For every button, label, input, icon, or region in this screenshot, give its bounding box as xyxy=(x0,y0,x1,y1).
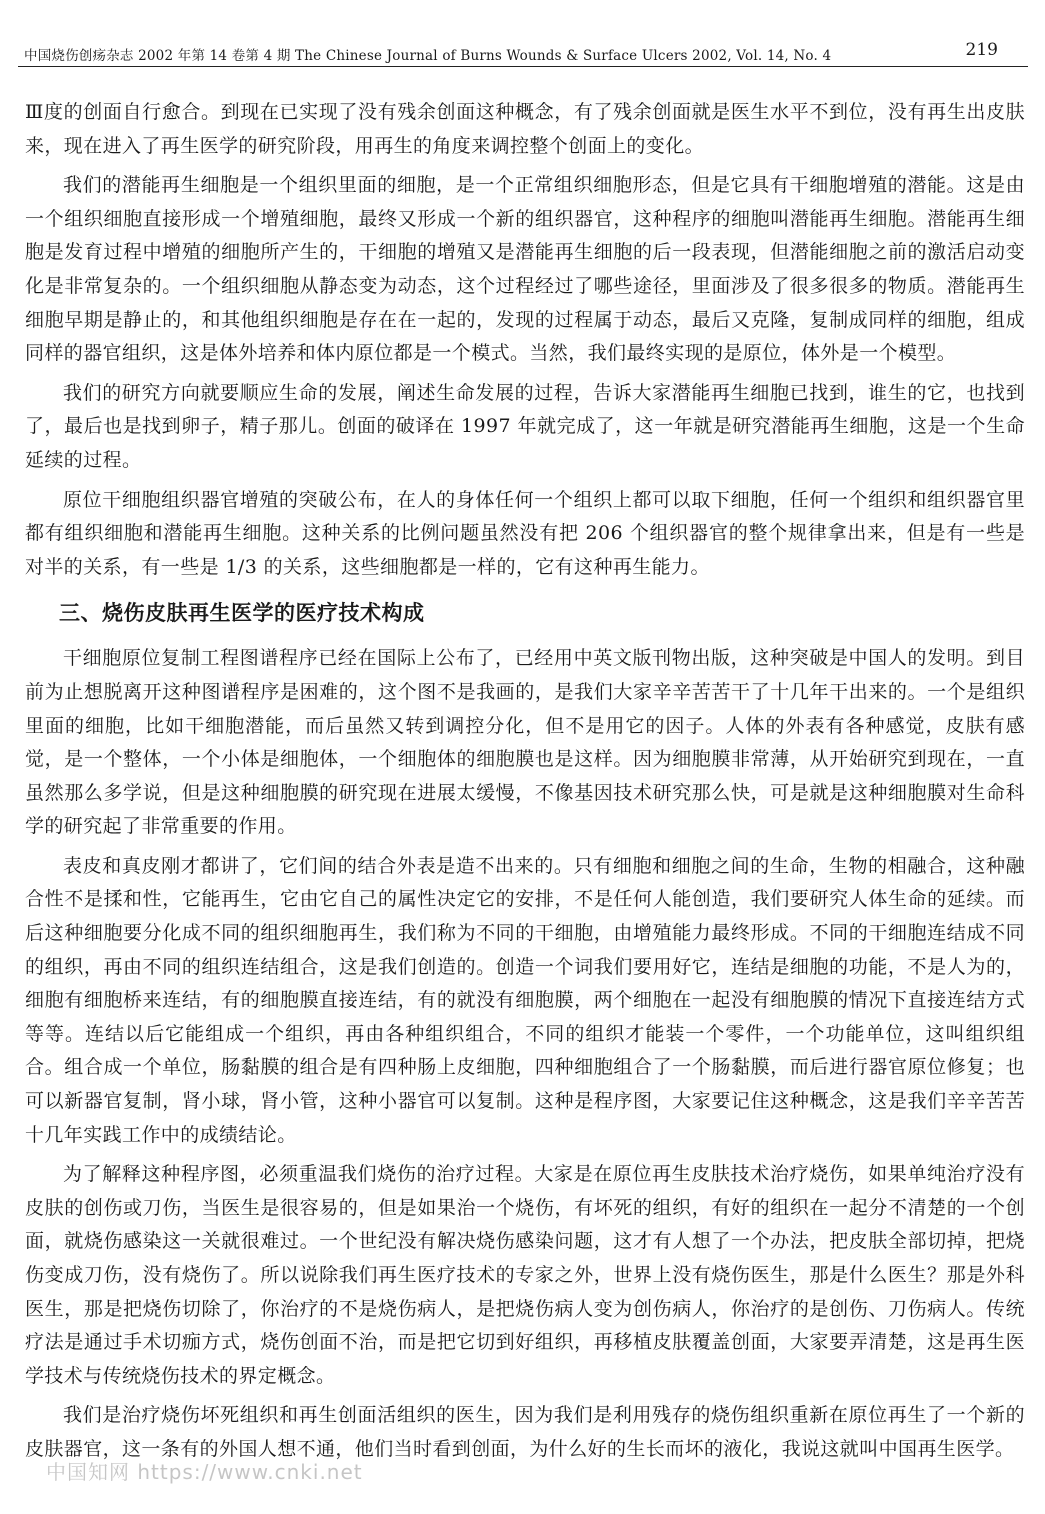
body-paragraph: 表皮和真皮刚才都讲了，它们间的结合外表是造不出来的。只有细胞和细胞之间的生命，生物的相融合，这种融合性不是揉和性，它能再生，它由它自己的属性决定它的安排，不是任何人能创造，我们要研究人体生命的延续。而后这种细胞要分化成不同的组织细胞再生，我们称为不同的干细胞，由增殖能力最终形成。不同的干细胞连结成不同的组织，再由不同的组织连结组合，这是我们创造的。创造一个词我们要用好它，连结是细胞的功能，不是人为的，细胞有细胞桥来连结，有的细胞膜直接连结，有的就没有细胞膜，两个细胞在一起没有细胞膜的情况下直接连结方式等等。连结以后它能组成一个组织，再由各种组织组合，不同的组织才能装一个零件，一个功能单位，这叫组织组合。组合成一个单位，肠黏膜的组合是有四种肠上皮细胞，四种细胞组合了一个肠黏膜，而后进行器官原位修复；也可以新器官复制，肾小球，肾小管，这种小器官可以复制。这种是程序图，大家要记住这种概念，这是我们辛辛苦苦十几年实践工作中的成绩结论。 xyxy=(25,854,1025,1146)
cnki-watermark: 中国知网 https://www.cnki.net xyxy=(46,1460,363,1484)
body-paragraph: 我们的潜能再生细胞是一个组织里面的细胞，是一个正常组织细胞形态，但是它具有干细胞增殖的潜能。这是由一个组织细胞直接形成一个增殖细胞，最终又形成一个新的组织器官，这种程序的细胞叫潜能再生细胞。潜能再生细胞是发育过程中增殖的细胞所产生的，干细胞的增殖又是潜能再生细胞的后一段表现，但潜能细胞之前的激活启动变化是非常复杂的。一个组织细胞从静态变为动态，这个过程经过了哪些途径，里面涉及了很多很多的物质。潜能再生细胞早期是静止的，和其他组织细胞是存在在一起的，发现的过程属于动态，最后又克隆，复制成同样的细胞，组成同样的器官组织，这是体外培养和体内原位都是一个模式。当然，我们最终实现的是原位，体外是一个模型。 xyxy=(25,174,1025,365)
body-paragraph: 我们是治疗烧伤坏死组织和再生创面活组织的医生，因为我们是利用残存的烧伤组织重新在原位再生了一个新的皮肤器官，这一条有的外国人想不通，他们当时看到创面，为什么好的生长而坏的液化，我说这就叫中国再生医学。 xyxy=(25,1404,1025,1460)
body-paragraph: 我们的研究方向就要顺应生命的发展，阐述生命发展的过程，告诉大家潜能再生细胞已找到，谁生的它，也找到了，最后也是找到卵子，精子那儿。创面的破译在 1997 年就完成了，这一年就是研究潜能再生细胞，这是一个生命延续的过程。 xyxy=(25,381,1025,471)
body-paragraph: 为了解释这种程序图，必须重温我们烧伤的治疗过程。大家是在原位再生皮肤技术治疗烧伤，如果单纯治疗没有皮肤的创伤或刀伤，当医生是很容易的，但是如果治一个烧伤，有坏死的组织，有好的组织在一起分不清楚的一个创面，就烧伤感染这一关就很难过。一个世纪没有解决烧伤感染问题，这才有人想了一个办法，把皮肤全部切掉，把烧伤变成刀伤，没有烧伤了。所以说除我们再生医疗技术的专家之外，世界上没有烧伤医生，那是什么医生？那是外科医生，那是把烧伤切除了，你治疗的不是烧伤病人，是把烧伤病人变为创伤病人，你治疗的是创伤、刀伤病人。传统疗法是通过手术切痂方式，烧伤创面不治，而是把它切到好组织，再移植皮肤覆盖创面，大家要弄清楚，这是再生医学技术与传统烧伤技术的界定概念。 xyxy=(25,1163,1025,1387)
running-header xyxy=(18,36,1028,67)
article-body xyxy=(25,96,1025,1473)
journal-citation: 中国烧伤创疡杂志 2002 年第 14 卷第 4 期 The Chinese Journal of Burns Wounds & Surface Ulcers 2002, Vol. 14, No. 4 xyxy=(24,48,832,64)
body-paragraph: 干细胞原位复制工程图谱程序已经在国际上公布了，已经用中英文版刊物出版，这种突破是中国人的发明。到目前为止想脱离开这种图谱程序是困难的，这个图不是我画的，是我们大家辛辛苦苦干了十几年干出来的。一个是组织里面的细胞，比如干细胞潜能，而后虽然又转到调控分化，但不是用它的因子。人体的外表有各种感觉，皮肤有感觉，是一个整体，一个小体是细胞体，一个细胞体的细胞膜也是这样。因为细胞膜非常薄，从开始研究到现在，一直虽然那么多学说，但是这种细胞膜的研究现在进展太缓慢，不像基因技术研究那么快，可是就是这种细胞膜对生命科学的研究起了非常重要的作用。 xyxy=(25,647,1025,838)
page-number: 219 xyxy=(965,40,998,60)
section-heading: 三、烧伤皮肤再生医学的医疗技术构成 xyxy=(59,601,425,626)
body-paragraph: Ⅲ度的创面自行愈合。到现在已实现了没有残余创面这种概念，有了残余创面就是医生水平不到位，没有再生出皮肤来，现在进入了再生医学的研究阶段，用再生的角度来调控整个创面上的变化。 xyxy=(25,101,1025,157)
body-paragraph: 原位干细胞组织器官增殖的突破公布，在人的身体任何一个组织上都可以取下细胞，任何一个组织和组织器官里都有组织细胞和潜能再生细胞。这种关系的比例问题虽然没有把 206 个组织器官的整个规律拿出来，但是有一些是对半的关系，有一些是 1/3 的关系，这些细胞都是一样的，它有这种再生能力。 xyxy=(25,488,1025,578)
